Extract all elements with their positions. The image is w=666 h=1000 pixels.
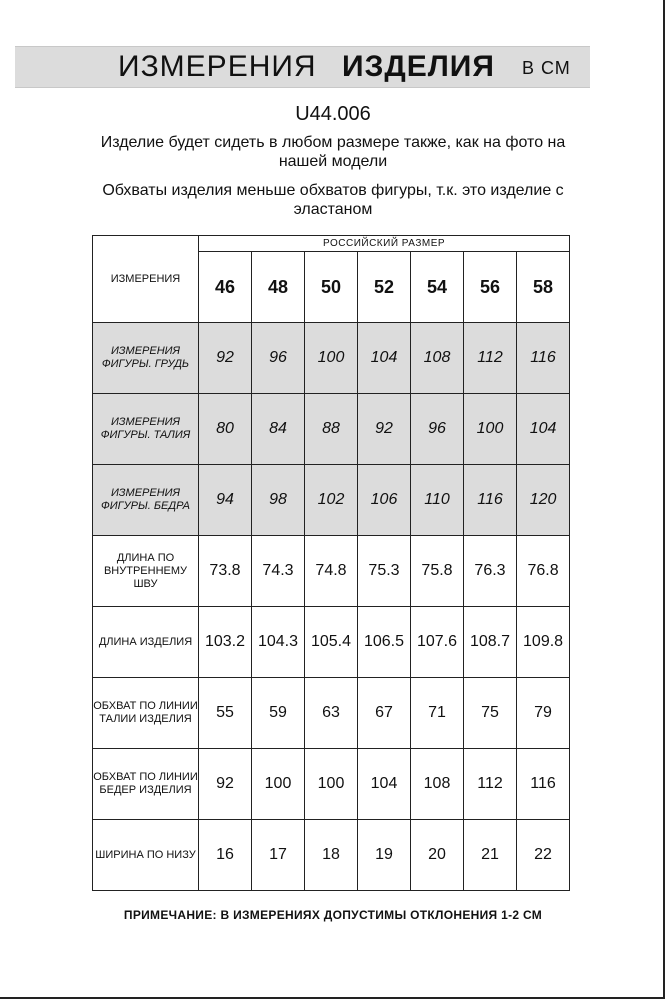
table-cell: 67 bbox=[358, 678, 411, 749]
table-cell: 74.8 bbox=[305, 536, 358, 607]
group-header: РОССИЙСКИЙ РАЗМЕР bbox=[199, 236, 570, 252]
table-cell: 120 bbox=[517, 465, 570, 536]
table-cell: 17 bbox=[252, 820, 305, 891]
row-label: ОБХВАТ ПО ЛИНИИ ТАЛИИ ИЗДЕЛИЯ bbox=[93, 678, 199, 749]
table-row-garment-hips bbox=[93, 749, 570, 820]
elastane-note: Обхваты изделия меньше обхватов фигуры, т.к. это изделие с эластаном bbox=[102, 182, 564, 218]
size-header: 58 bbox=[517, 252, 570, 323]
table-cell: 76.3 bbox=[464, 536, 517, 607]
table-cell: 106 bbox=[358, 465, 411, 536]
size-table bbox=[92, 235, 570, 891]
table-row-garment-waist bbox=[93, 678, 570, 749]
size-header: 46 bbox=[199, 252, 252, 323]
table-cell: 59 bbox=[252, 678, 305, 749]
table-cell: 104.3 bbox=[252, 607, 305, 678]
table-cell: 116 bbox=[464, 465, 517, 536]
fit-note: Изделие будет сидеть в любом размере также, как на фото на нашей модели bbox=[100, 134, 566, 170]
table-cell: 22 bbox=[517, 820, 570, 891]
table-cell: 100 bbox=[464, 394, 517, 465]
table-cell: 19 bbox=[358, 820, 411, 891]
table-cell: 63 bbox=[305, 678, 358, 749]
header-title-bold: ИЗДЕЛИЯ bbox=[342, 50, 495, 83]
table-cell: 92 bbox=[199, 323, 252, 394]
row-label: ДЛИНА ИЗДЕЛИЯ bbox=[93, 607, 199, 678]
size-header: 56 bbox=[464, 252, 517, 323]
table-cell: 92 bbox=[358, 394, 411, 465]
size-header: 50 bbox=[305, 252, 358, 323]
row-label: ИЗМЕРЕНИЯ ФИГУРЫ. БЕДРА bbox=[93, 465, 199, 536]
table-cell: 116 bbox=[517, 323, 570, 394]
table-cell: 100 bbox=[305, 323, 358, 394]
table-cell: 108 bbox=[411, 749, 464, 820]
table-cell: 108 bbox=[411, 323, 464, 394]
table-cell: 109.8 bbox=[517, 607, 570, 678]
table-row-chest bbox=[93, 323, 570, 394]
table-cell: 112 bbox=[464, 749, 517, 820]
table-cell: 105.4 bbox=[305, 607, 358, 678]
size-header: 48 bbox=[252, 252, 305, 323]
table-cell: 102 bbox=[305, 465, 358, 536]
table-cell: 73.8 bbox=[199, 536, 252, 607]
table-cell: 75 bbox=[464, 678, 517, 749]
table-cell: 75.3 bbox=[358, 536, 411, 607]
table-row-hem-width bbox=[93, 820, 570, 891]
header-unit: В СМ bbox=[522, 58, 571, 78]
table-cell: 103.2 bbox=[199, 607, 252, 678]
table-cell: 100 bbox=[305, 749, 358, 820]
header-title-light: ИЗМЕРЕНИЯ bbox=[118, 50, 317, 83]
table-cell: 104 bbox=[358, 323, 411, 394]
table-cell: 96 bbox=[411, 394, 464, 465]
table-row-waist bbox=[93, 394, 570, 465]
table-row-hips bbox=[93, 465, 570, 536]
table-cell: 94 bbox=[199, 465, 252, 536]
table-cell: 74.3 bbox=[252, 536, 305, 607]
table-cell: 106.5 bbox=[358, 607, 411, 678]
table-cell: 112 bbox=[464, 323, 517, 394]
table-cell: 110 bbox=[411, 465, 464, 536]
table-cell: 92 bbox=[199, 749, 252, 820]
table-cell: 71 bbox=[411, 678, 464, 749]
size-header: 54 bbox=[411, 252, 464, 323]
row-label: ОБХВАТ ПО ЛИНИИ БЕДЕР ИЗДЕЛИЯ bbox=[93, 749, 199, 820]
table-cell: 21 bbox=[464, 820, 517, 891]
table-cell: 16 bbox=[199, 820, 252, 891]
table-cell: 104 bbox=[358, 749, 411, 820]
row-label: ИЗМЕРЕНИЯ ФИГУРЫ. ГРУДЬ bbox=[93, 323, 199, 394]
table-cell: 20 bbox=[411, 820, 464, 891]
table-cell: 18 bbox=[305, 820, 358, 891]
table-cell: 107.6 bbox=[411, 607, 464, 678]
row-label: ДЛИНА ПО ВНУТРЕННЕМУ ШВУ bbox=[93, 536, 199, 607]
table-cell: 84 bbox=[252, 394, 305, 465]
table-cell: 80 bbox=[199, 394, 252, 465]
table-cell: 76.8 bbox=[517, 536, 570, 607]
row-label: ШИРИНА ПО НИЗУ bbox=[93, 820, 199, 891]
table-cell: 108.7 bbox=[464, 607, 517, 678]
tolerance-note: ПРИМЕЧАНИЕ: В ИЗМЕРЕНИЯХ ДОПУСТИМЫ ОТКЛОНЕНИЯ 1-2 СМ bbox=[123, 908, 543, 922]
table-cell: 98 bbox=[252, 465, 305, 536]
table-cell: 79 bbox=[517, 678, 570, 749]
article-number: U44.006 bbox=[295, 103, 371, 125]
table-cell: 96 bbox=[252, 323, 305, 394]
table-row-length bbox=[93, 607, 570, 678]
table-cell: 75.8 bbox=[411, 536, 464, 607]
table-cell: 55 bbox=[199, 678, 252, 749]
row-label: ИЗМЕРЕНИЯ ФИГУРЫ. ТАЛИЯ bbox=[93, 394, 199, 465]
table-cell: 116 bbox=[517, 749, 570, 820]
table-row-inseam bbox=[93, 536, 570, 607]
corner-label: ИЗМЕРЕНИЯ bbox=[93, 236, 199, 323]
table-cell: 104 bbox=[517, 394, 570, 465]
table-group-header-row bbox=[93, 236, 570, 252]
table-cell: 100 bbox=[252, 749, 305, 820]
size-header: 52 bbox=[358, 252, 411, 323]
table-cell: 88 bbox=[305, 394, 358, 465]
